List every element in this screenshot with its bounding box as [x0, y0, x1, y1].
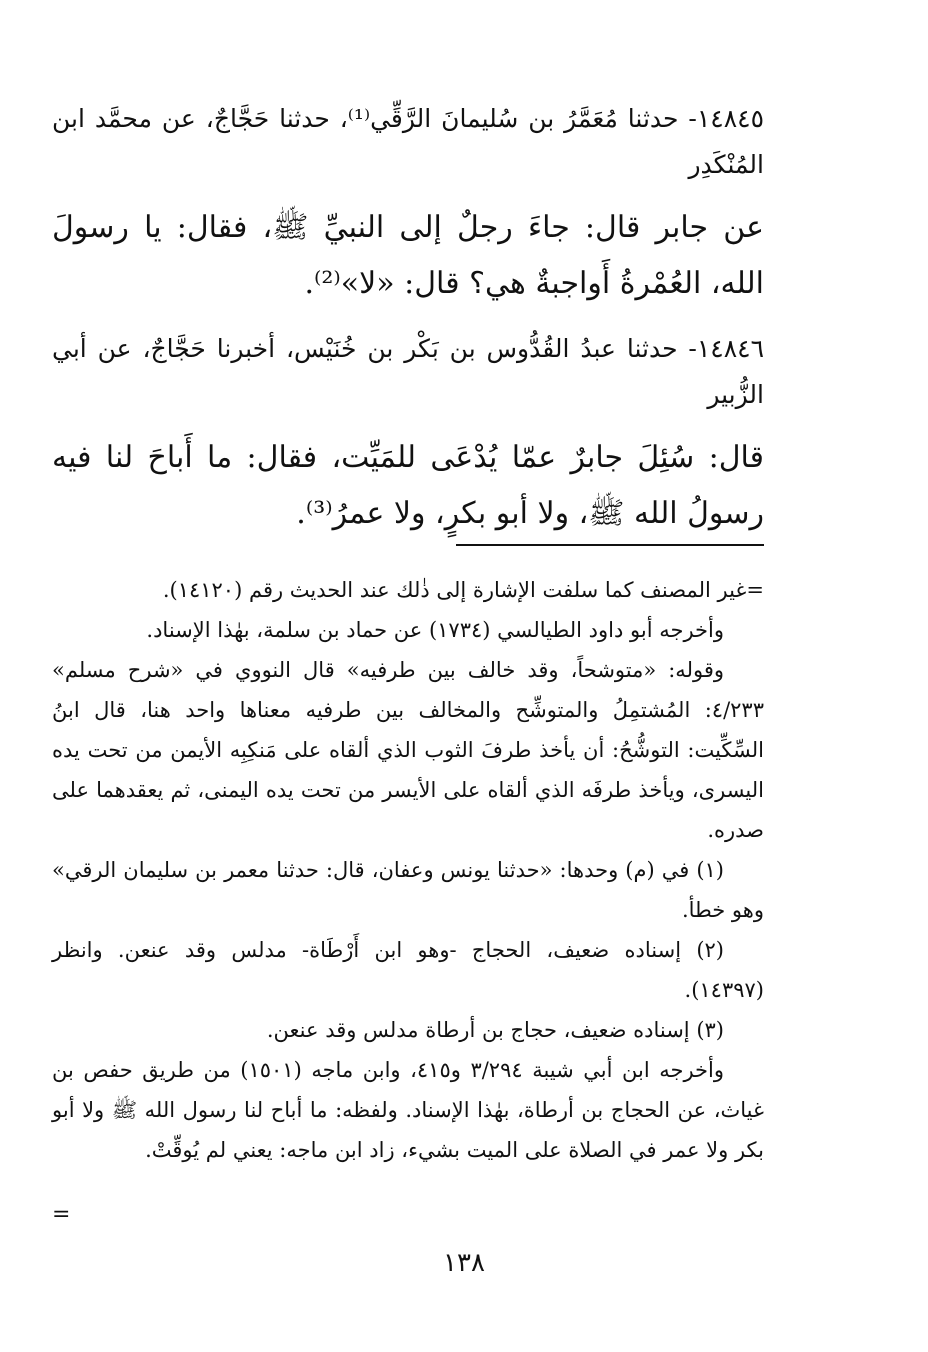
footnote-nawawi-commentary: وقوله: «متوشحاً، وقد خالف بين طرفيه» قال النووي في «شرح مسلم» ٤/٢٣٣: المُشتمِلُ والمتوشِّح والمخالف بين طرفيه معناها واحد هنا، قال ابنُ السِّكِّيت: التوشُّحُ: أن يأخذ طرفَ الثوب الذي ألقاه على مَنكِبِه الأيمن من تحت يده اليسرى، ويأخذ طرفَه الذي ألقاه على الأيسر من تحت يده اليمنى، ثم يعقدهما على صدره.: [52, 658, 764, 842]
footnote-2: (٢) إسناده ضعيف، الحجاج -وهو ابن أَرْطَاة- مدلس وقد عنعن. وانظر (١٤٣٩٧).: [52, 938, 764, 1002]
footnote-separator: [456, 544, 764, 546]
footnote-tayalisi: وأخرجه أبو داود الطيالسي (١٧٣٤) عن حماد بن سلمة، بهٰذا الإسناد.: [146, 618, 724, 642]
hadith-14845-matn: عن جابر قال: جاءَ رجلٌ إلى النبيِّ ﷺ، فقال: يا رسولَ الله، العُمْرةُ أَواجبةٌ هي؟ قال: «لا»⁽²⁾.: [52, 210, 764, 301]
hadith-14845-isnad: ١٤٨٤٥- حدثنا مُعَمَّرُ بن سُليمانَ الرَّقِّي⁽¹⁾، حدثنا حَجَّاجٌ، عن محمَّد ابن المُنْكَدِر: [52, 104, 765, 179]
main-text: [52, 96, 764, 556]
footnote-3-takhrij: وأخرجه ابن أبي شيبة ٣/٢٩٤ و٤١٥، وابن ماجه (١٥٠١) من طريق حفص بن غياث، عن الحجاج بن أرطاة، بهٰذا الإسناد. ولفظه: ما أباح لنا رسول الله ﷺ ولا أبو بكر ولا عمر في الصلاة على الميت بشيء، زاد ابن ماجه: يعني لم يُوقِّتْ.: [52, 1058, 764, 1162]
hadith-14846-isnad: ١٤٨٤٦- حدثنا عبدُ القُدُّوس بن بَكْر بن خُنَيْس، أخبرنا حَجَّاجٌ، عن أبي الزُّبير: [52, 334, 765, 409]
continuation-mark: =: [52, 1202, 71, 1227]
hadith-14846-matn: قال: سُئِلَ جابرٌ عمّا يُدْعَى للمَيِّت، فقال: ما أَباحَ لنا فيه رسولُ الله ﷺ، ولا أبو بكرٍ، ولا عمرُ⁽³⁾.: [52, 440, 764, 531]
page-number: ١٣٨: [443, 1248, 485, 1278]
footnote-continuation: =غير المصنف كما سلفت الإشارة إلى ذٰلك عند الحديث رقم (١٤١٢٠).: [162, 578, 764, 602]
footnote-1: (١) في (م) وحدها: «حدثنا يونس وعفان، قال: حدثنا معمر بن سليمان الرقي» وهو خطأ.: [52, 858, 764, 922]
footnote-3: (٣) إسناده ضعيف، حجاج بن أرطاة مدلس وقد عنعن.: [266, 1018, 724, 1042]
footnotes-section: [52, 570, 764, 1170]
